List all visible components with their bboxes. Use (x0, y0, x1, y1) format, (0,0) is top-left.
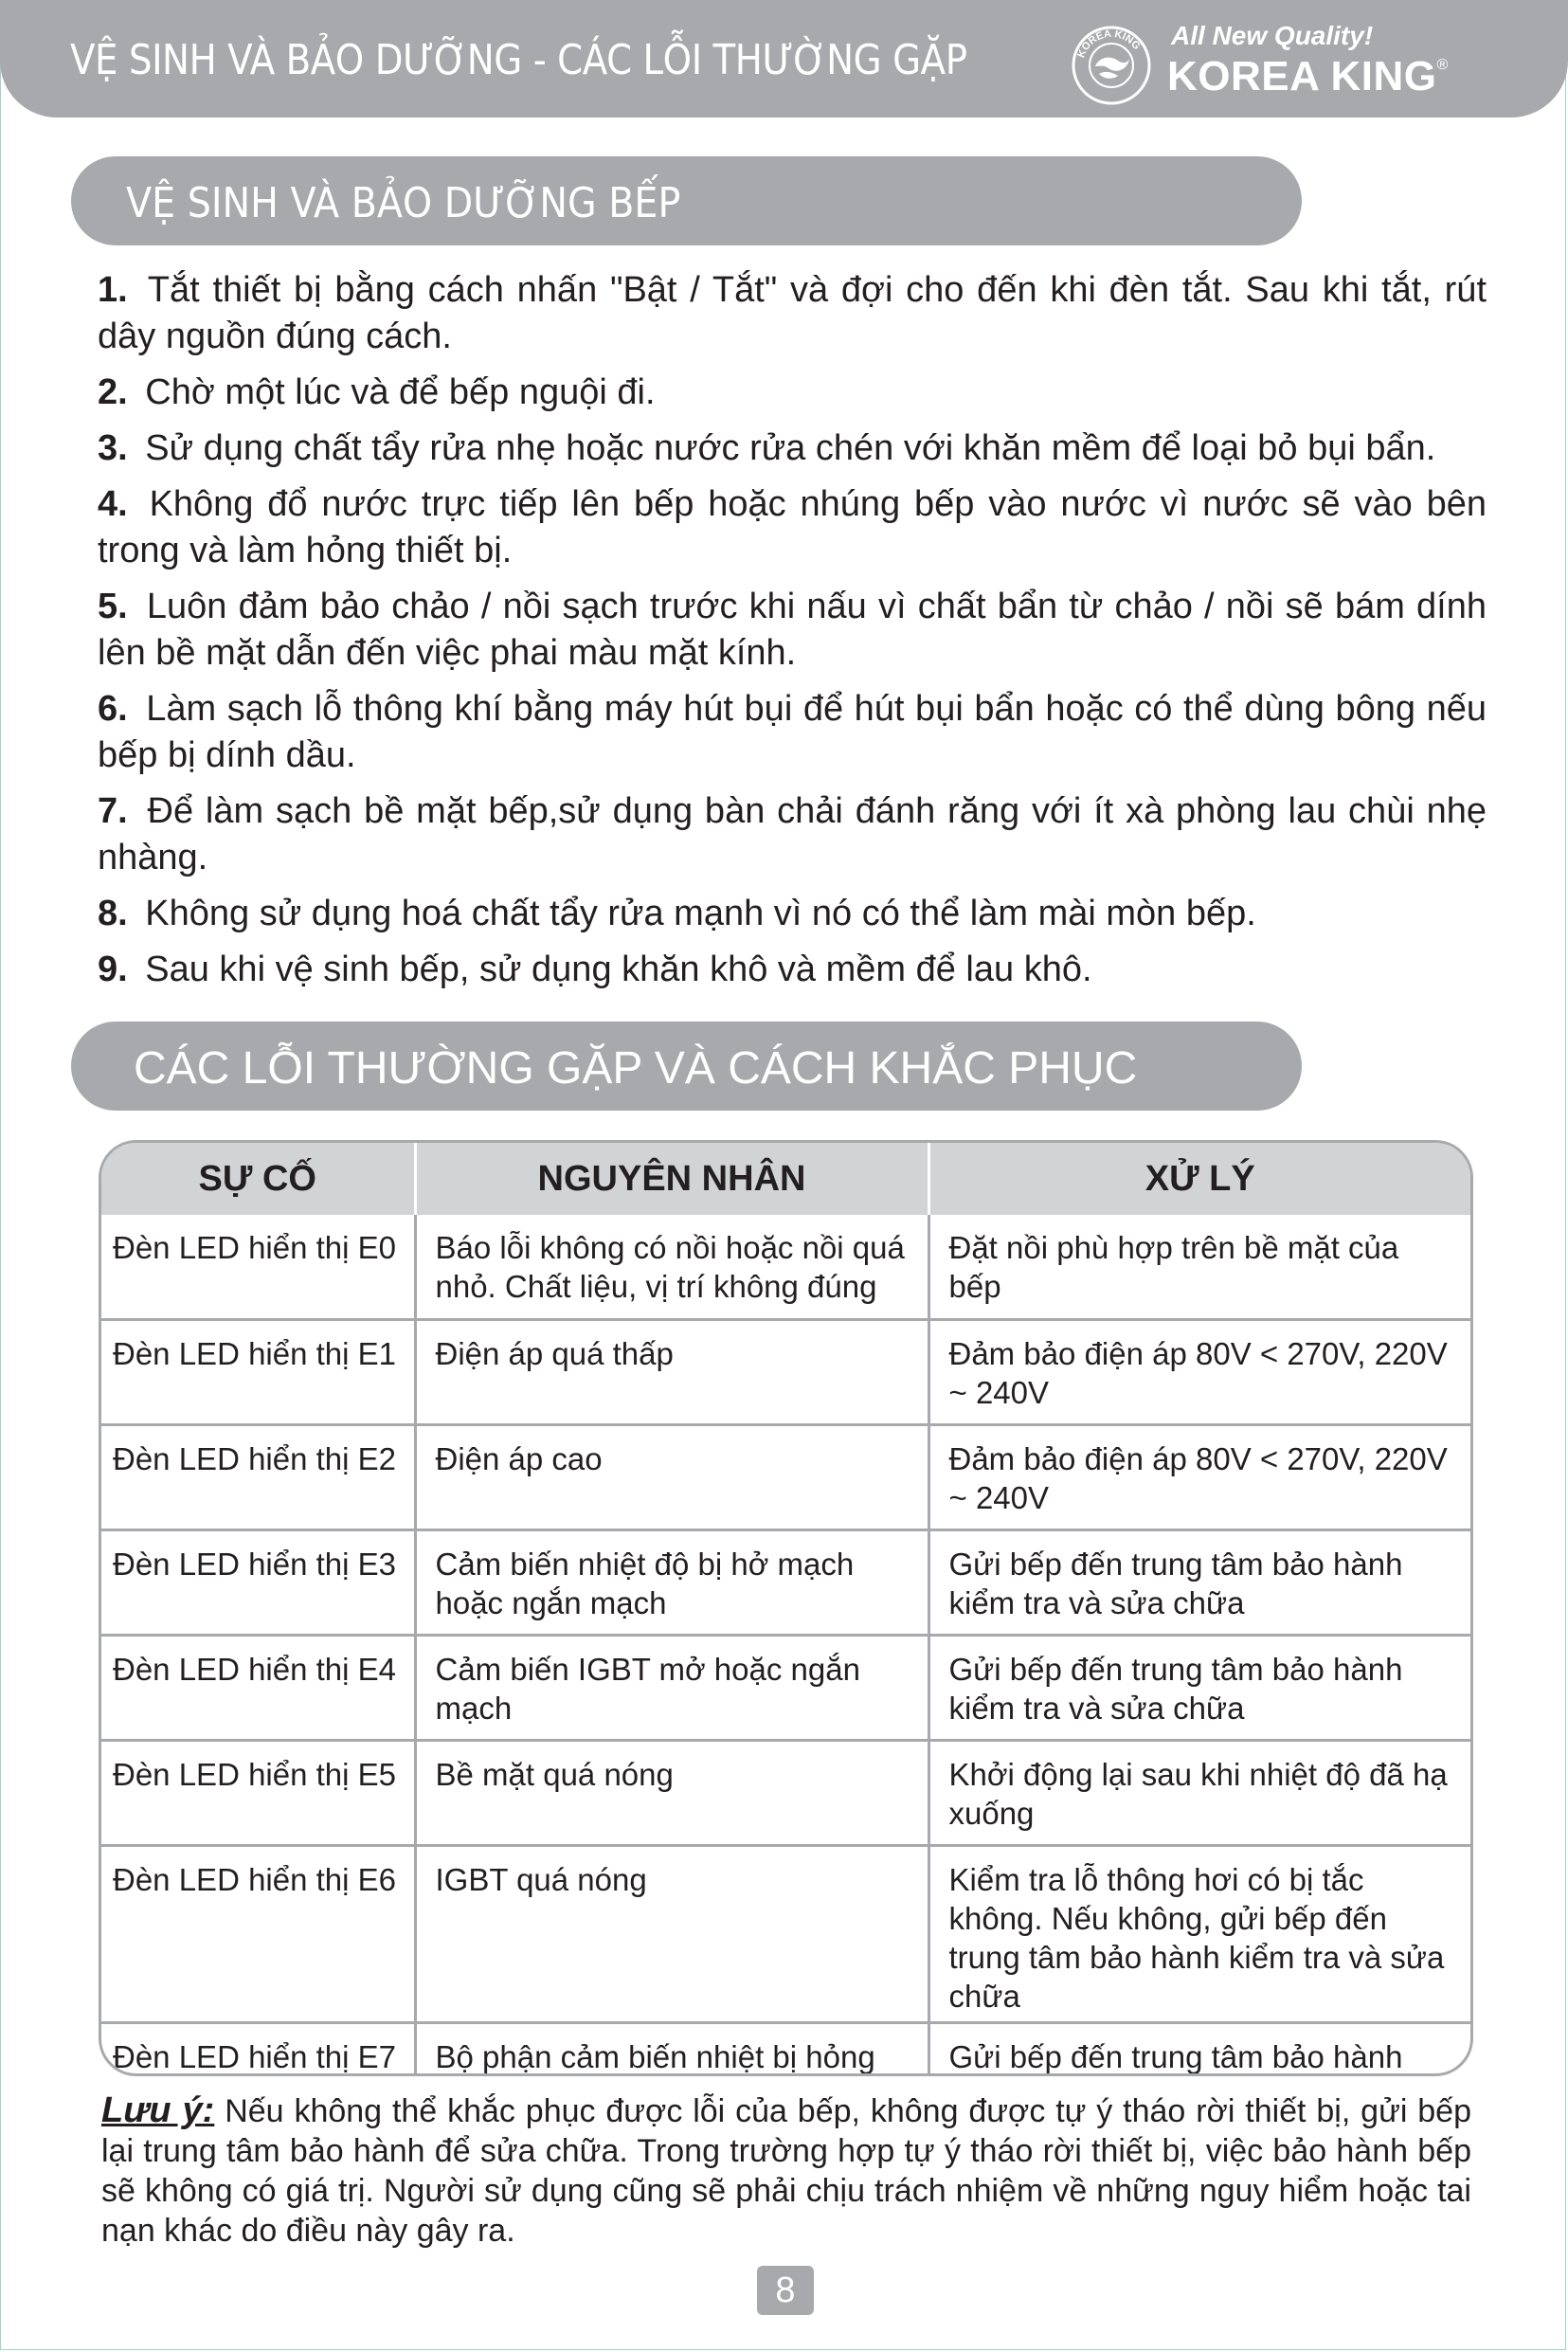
item-number: 8. (98, 894, 128, 933)
issue-cell: Đèn LED hiển thị E7 (101, 2023, 415, 2077)
errors-table (101, 1143, 1470, 2076)
brand-name (1167, 53, 1449, 100)
list-item (98, 481, 1487, 574)
issue-cell: Đèn LED hiển thị E5 (101, 1741, 415, 1846)
note-label: Lưu ý: (101, 2090, 215, 2130)
table-row (101, 1530, 1470, 1636)
brand-name-text: KOREA KING (1167, 53, 1437, 100)
brand-tagline: All New Quality! (1171, 21, 1374, 50)
page-header (0, 0, 1568, 118)
table-row (101, 1846, 1470, 2023)
item-number: 2. (98, 372, 128, 412)
table-row (101, 1215, 1470, 1320)
list-item (98, 370, 1487, 416)
cause-cell: Bộ phận cảm biến nhiệt bị hỏng (415, 2023, 928, 2077)
cause-cell: Điện áp cao (415, 1425, 928, 1530)
item-text: Không đổ nước trực tiếp lên bếp hoặc nhúng bếp vào nước vì nước sẽ vào bên trong và làm hỏng thiết bị. (98, 484, 1487, 570)
solution-cell: Đảm bảo điện áp 80V < 270V, 220V ~ 240V (928, 1425, 1470, 1530)
solution-cell: Gửi bếp đến trung tâm bảo hành (928, 2023, 1470, 2077)
item-number: 5. (98, 587, 128, 626)
item-number: 3. (98, 428, 128, 468)
item-text: Làm sạch lỗ thông khí bằng máy hút bụi để hút bụi bẩn hoặc có thể dùng bông nếu bếp bị dính dầu. (98, 689, 1487, 775)
table-row (101, 1636, 1470, 1741)
column-header-cause: NGUYÊN NHÂN (415, 1143, 928, 1215)
solution-cell: Đảm bảo điện áp 80V < 270V, 220V ~ 240V (928, 1320, 1470, 1425)
item-text: Chờ một lúc và để bếp nguội đi. (145, 372, 656, 412)
list-item (98, 891, 1487, 937)
note-text: Nếu không thể khắc phục được lỗi của bếp, không được tự ý tháo rời thiết bị, gửi bếp lại trung tâm bảo hành để sửa chữa. Trong trường hợp tự ý tháo rời thiết bị, việc bảo hành bếp sẽ không có giá trị. Người sử dụng cũng sẽ phải chịu trách nhiệm về những nguy hiểm hoặc tai nạn khác do điều này gây ra. (101, 2093, 1471, 2249)
korea-king-emblem-icon (1071, 25, 1152, 106)
item-number: 9. (98, 950, 128, 989)
issue-cell: Đèn LED hiển thị E0 (101, 1215, 415, 1320)
item-text: Để làm sạch bề mặt bếp,sử dụng bàn chải đánh răng với ít xà phòng lau chùi nhẹ nhàng. (98, 791, 1487, 877)
table-row (101, 2023, 1470, 2077)
solution-cell: Gửi bếp đến trung tâm bảo hành kiểm tra và sửa chữa (928, 1636, 1470, 1741)
solution-cell: Đặt nồi phù hợp trên bề mặt của bếp (948, 1230, 1399, 1304)
errors-heading: CÁC LỖI THƯỜNG GẶP VÀ CÁCH KHẮC PHỤC (134, 1043, 1138, 1094)
table-header-row (101, 1143, 1470, 1215)
item-number: 4. (98, 484, 128, 524)
issue-cell: Đèn LED hiển thị E6 (101, 1846, 415, 2023)
table-row (101, 1741, 1470, 1846)
table-row (101, 1425, 1470, 1530)
errors-section-banner (71, 1022, 1302, 1111)
cause-cell: Báo lỗi không có nồi hoặc nồi quá nhỏ. Chất liệu, vị trí không đúng (415, 1215, 928, 1320)
cleaning-section-banner (71, 156, 1302, 245)
issue-cell: Đèn LED hiển thị E4 (101, 1636, 415, 1741)
column-header-issue: SỰ CỐ (101, 1143, 415, 1215)
logo-ring-text: KOREA KING (1075, 27, 1143, 60)
item-text: Sau khi vệ sinh bếp, sử dụng khăn khô và mềm để lau khô. (145, 950, 1092, 989)
cause-cell: Điện áp quá thấp (415, 1320, 928, 1425)
issue-cell: Đèn LED hiển thị E1 (101, 1320, 415, 1425)
header-title: VỆ SINH VÀ BẢO DƯỠNG - CÁC LỖI THƯỜNG GẶP (70, 36, 967, 84)
list-item (98, 788, 1487, 881)
item-text: Không sử dụng hoá chất tẩy rửa mạnh vì nó có thể làm mài mòn bếp. (145, 894, 1256, 933)
warranty-note (101, 2090, 1471, 2251)
item-number: 1. (98, 270, 128, 310)
issue-cell: Đèn LED hiển thị E3 (101, 1530, 415, 1636)
page-number: 8 (757, 2266, 814, 2315)
cause-cell: Bề mặt quá nóng (415, 1741, 928, 1846)
item-text: Luôn đảm bảo chảo / nồi sạch trước khi nấu vì chất bẩn từ chảo / nồi sẽ bám dính lên bề mặt dẫn đến việc phai màu mặt kính. (98, 587, 1487, 673)
cleaning-heading: VỆ SINH VÀ BẢO DƯỠNG BẾP (126, 179, 681, 227)
list-item (98, 584, 1487, 677)
cause-cell: Cảm biến IGBT mở hoặc ngắn mạch (415, 1636, 928, 1741)
issue-cell: Đèn LED hiển thị E2 (101, 1425, 415, 1530)
registered-mark: ® (1436, 57, 1449, 73)
item-text: Tắt thiết bị bằng cách nhấn "Bật / Tắt" và đợi cho đến khi đèn tắt. Sau khi tắt, rút dây nguồn đúng cách. (98, 270, 1487, 356)
cause-cell: IGBT quá nóng (415, 1846, 928, 2023)
solution-cell: Kiểm tra lỗ thông hơi có bị tắc không. Nếu không, gửi bếp đến trung tâm bảo hành kiểm tra và sửa chữa (928, 1846, 1470, 2023)
column-header-solution: XỬ LÝ (928, 1143, 1470, 1215)
list-item (98, 947, 1487, 993)
item-number: 7. (98, 791, 128, 831)
errors-table-wrapper (99, 1140, 1473, 2076)
table-row (101, 1320, 1470, 1425)
list-item (98, 425, 1487, 472)
solution-cell: Gửi bếp đến trung tâm bảo hành kiểm tra và sửa chữa (928, 1530, 1470, 1636)
item-text: Sử dụng chất tẩy rửa nhẹ hoặc nước rửa chén với khăn mềm để loại bỏ bụi bẩn. (145, 428, 1436, 468)
list-item (98, 686, 1487, 779)
cause-cell: Cảm biến nhiệt độ bị hở mạch hoặc ngắn mạch (415, 1530, 928, 1636)
list-item (98, 267, 1487, 360)
solution-cell: Khởi động lại sau khi nhiệt độ đã hạ xuống (928, 1741, 1470, 1846)
cleaning-list (98, 267, 1487, 1003)
item-number: 6. (98, 689, 128, 729)
